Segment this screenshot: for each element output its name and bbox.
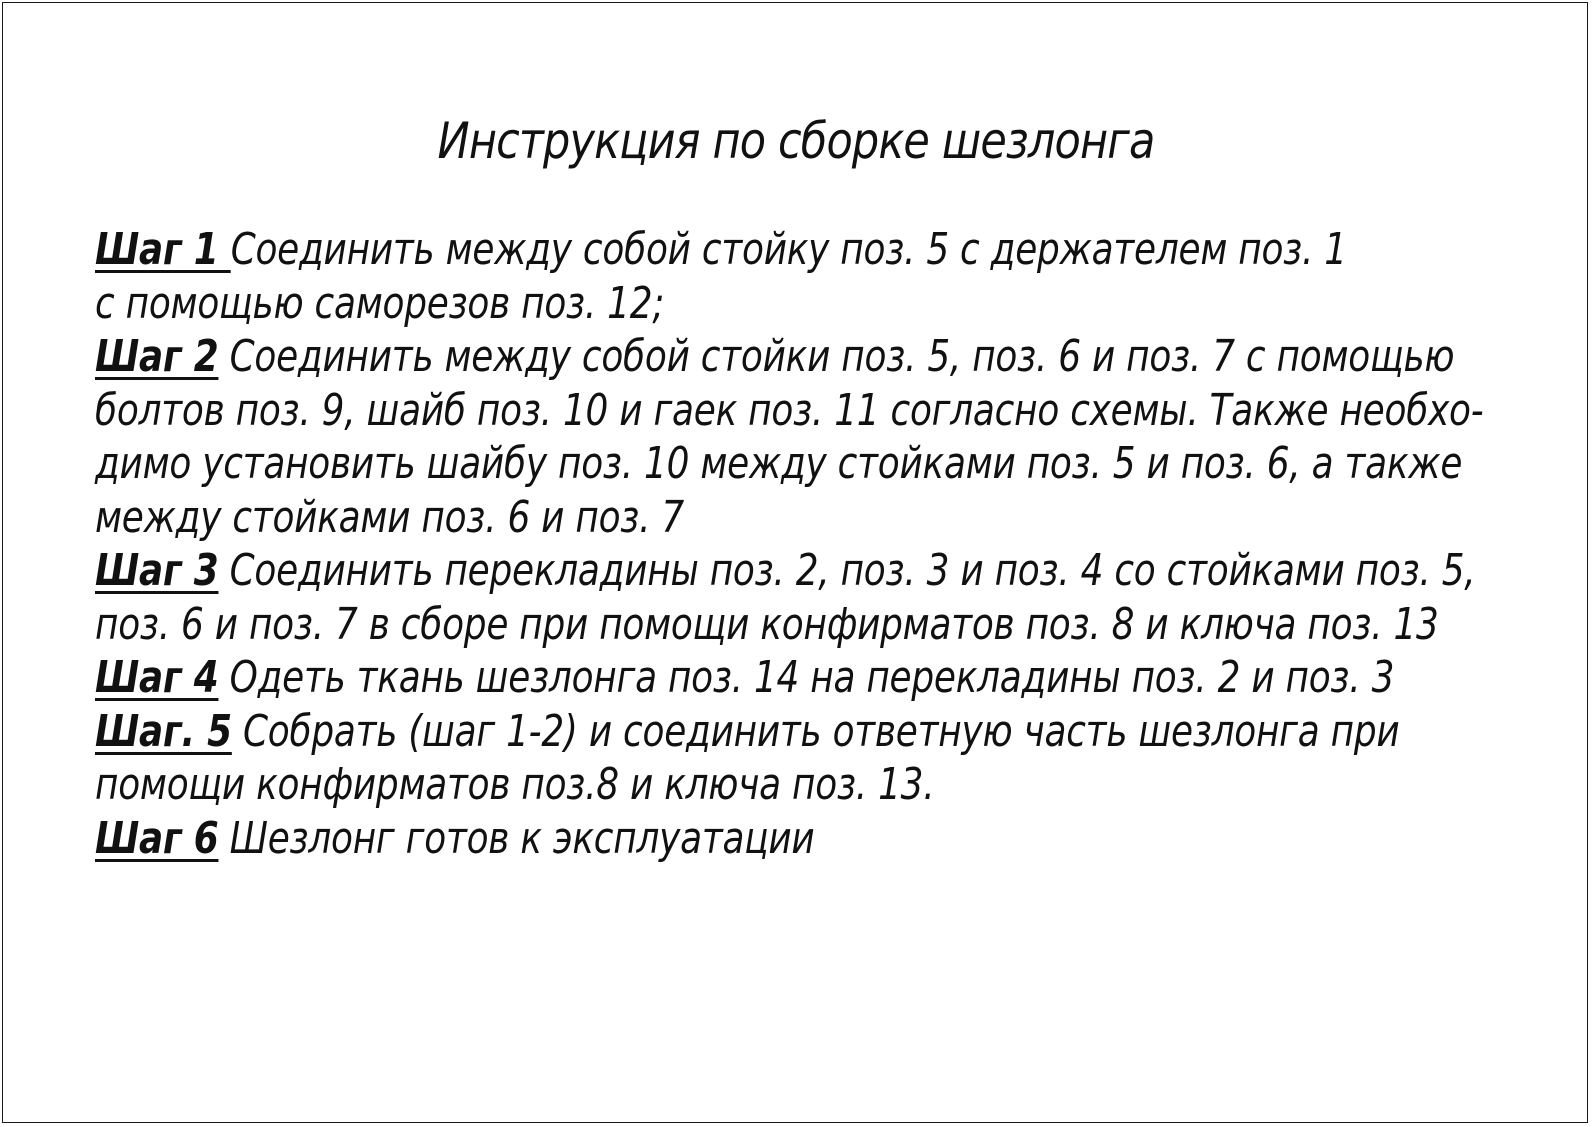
instruction-line: [95, 812, 1334, 866]
line-text: поз. 6 и поз. 7 в сборе при помощи конфирматов поз. 8 и ключа поз. 13: [95, 598, 1439, 650]
instruction-line: [95, 437, 1463, 491]
instruction-line: [95, 223, 1347, 277]
step-label: Шаг. 5: [95, 705, 232, 757]
line-text: Собрать (шаг 1-2) и соединить ответную часть шезлонга при: [231, 705, 1400, 757]
line-text: Соединить перекладины поз. 2, поз. 3 и поз. 4 со стойками поз. 5,: [218, 545, 1476, 596]
instruction-line: [95, 277, 1334, 331]
instruction-line: [95, 598, 1439, 652]
line-text: димо установить шайбу поз. 10 между стойками поз. 5 и поз. 6, а также: [95, 438, 1463, 489]
step-label: Шаг 4: [95, 652, 219, 703]
step-label: Шаг 1: [95, 224, 231, 275]
line-text: Одеть ткань шезлонга поз. 14 на перекладины поз. 2 и поз. 3: [218, 652, 1395, 703]
instruction-line: [95, 330, 1455, 384]
instruction-text: [95, 223, 1484, 865]
instruction-line: [95, 651, 1395, 705]
line-text: болтов поз. 9, шайб поз. 10 и гаек поз. 11 согласно схемы. Также необхо-: [95, 384, 1484, 436]
instruction-line: [95, 544, 1476, 598]
document-title: Инструкция по сборке шезлонга: [437, 112, 1155, 170]
line-text: Соединить между собой стойку поз. 5 с держателем поз. 1: [230, 224, 1347, 275]
step-label: Шаг 6: [95, 812, 219, 864]
line-text: с помощью саморезов поз. 12;: [95, 277, 665, 329]
instruction-line: [95, 705, 1400, 759]
line-text: Соединить между собой стойки поз. 5, поз. 6 и поз. 7 с помощью: [218, 331, 1455, 382]
instruction-line: [95, 384, 1484, 438]
line-text: между стойками поз. 6 и поз. 7: [95, 491, 684, 543]
step-label: Шаг 2: [95, 331, 219, 382]
line-text: помощи конфирматов поз.8 и ключа поз. 13.: [95, 759, 935, 810]
line-text: Шезлонг готов к эксплуатации: [218, 812, 815, 864]
instruction-line: [95, 758, 1334, 812]
instruction-line: [95, 491, 1334, 545]
document-sheet: [2, 2, 1588, 1123]
step-label: Шаг 3: [95, 545, 219, 596]
